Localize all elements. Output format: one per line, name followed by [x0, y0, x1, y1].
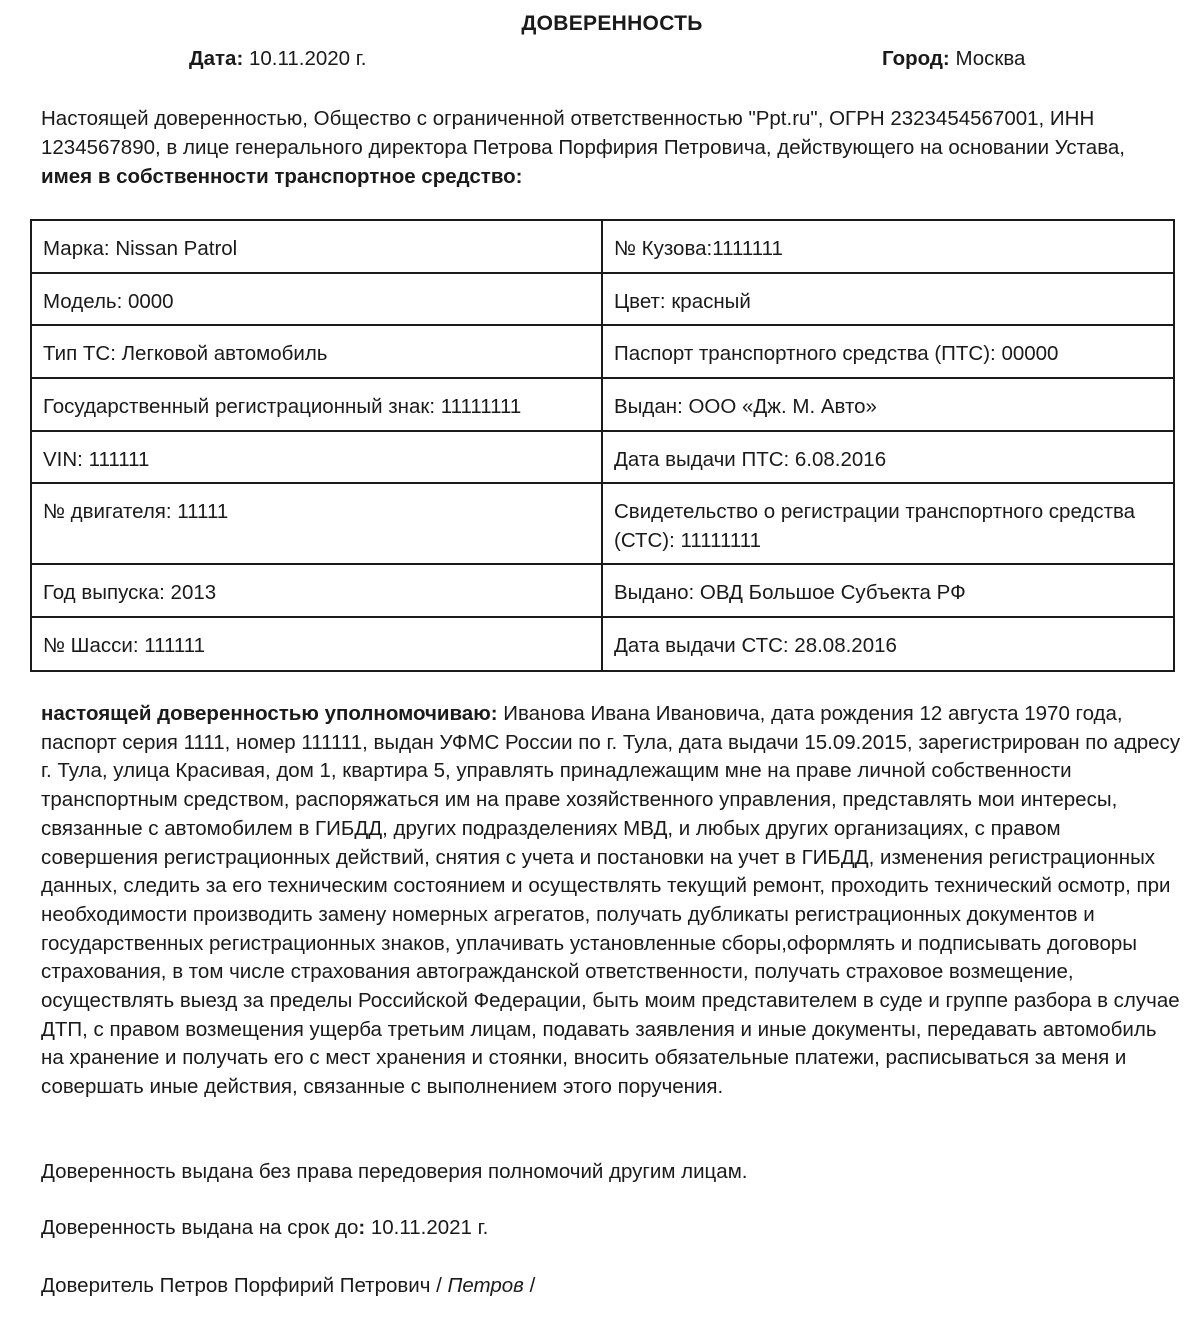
vehicle-registration-certificate: Свидетельство о регистрации транспортного средства (СТС): 11111111: [602, 483, 1174, 564]
principal-label: Доверитель Петров Порфирий Петрович /: [41, 1274, 448, 1297]
no-subdelegation-clause: Доверенность выдана без права передоверия полномочий другим лицам.: [41, 1160, 748, 1183]
vehicle-passport-date: Дата выдачи ПТС: 6.08.2016: [602, 431, 1174, 483]
intro-bold: имея в собственности транспортное средство:: [41, 165, 523, 188]
document-date: [189, 47, 366, 71]
authorization-text: Иванова Ивана Ивановича, дата рождения 12 августа 1970 года, паспорт серия 1111, номер 111111, выдан УФМС России по г. Тула, дата выдачи 15.09.2015, зарегистрирован по адресу г. Тула, улица Красивая, дом 1, квартира 5, управлять принадлежащим мне на праве личной собственности транспортным средством, распоряжаться им на праве хозяйственного управления, представлять мои интересы, связанные с автомобилем в ГИБДД, других подразделениях МВД, и любых других организациях, с правом совершения регистрационных действий, снятия с учета и постановки на учет в ГИБДД, изменения регистрационных данных, следить за его техническим состоянием и осуществлять текущий ремонт, проходить технический осмотр, при необходимости производить замену номерных агрегатов, получать дубликаты регистрационных документов и государственных регистрационных знаков, уплачивать установленные сборы,оформлять и подписывать договоры страхования, в том числе страхования автогражданской ответственности, получать страховое возмещение, осуществлять выезд за пределы Российской Федерации, быть моим представителем в суде и группе разбора в случае ДТП, с правом возмещения ущерба третьим лицам, подавать заявления и иные документы, передавать автомобиль на хранение и получать его с мест хранения и стоянки, вносить обязательные платежи, расписываться за меня и совершать иные действия, связанные с выполнением этого поручения.: [41, 702, 1181, 1099]
table-row: [31, 220, 1174, 273]
vehicle-certificate-date: Дата выдачи СТС: 28.08.2016: [602, 617, 1174, 671]
authorization-lead: настоящей доверенностью уполномочиваю:: [41, 702, 498, 725]
vehicle-vin: VIN: 111111: [31, 431, 602, 483]
table-row: [31, 431, 1174, 483]
vehicle-reg-plate: Государственный регистрационный знак: 11111111: [31, 378, 602, 431]
principal-signature-line: [41, 1274, 535, 1298]
vehicle-type: Тип ТС: Легковой автомобиль: [31, 325, 602, 378]
term-colon: :: [358, 1216, 366, 1239]
term-label: Доверенность выдана на срок до: [41, 1216, 359, 1239]
table-row: [31, 378, 1174, 431]
vehicle-model: Модель: 0000: [31, 273, 602, 325]
vehicle-year: Год выпуска: 2013: [31, 564, 602, 617]
vehicle-engine-number: № двигателя: 11111: [31, 483, 602, 564]
authorization-paragraph: [41, 700, 1181, 1102]
vehicle-make: Марка: Nissan Patrol: [31, 220, 602, 273]
table-row: [31, 564, 1174, 617]
vehicle-certificate-issuer: Выдано: ОВД Большое Субъекта РФ: [602, 564, 1174, 617]
city-label: Город:: [882, 47, 950, 70]
vehicle-chassis-number: № Шасси: 111111: [31, 617, 602, 671]
intro-text: Настоящей доверенностью, Общество с ограниченной ответственностью "Ppt.ru", ОГРН 2323454567001, ИНН 1234567890, в лице генерального директора Петрова Порфирия Петровича, действующего на основании Устава,: [41, 107, 1125, 159]
date-value: 10.11.2020 г.: [243, 47, 367, 70]
table-row: [31, 617, 1174, 671]
vehicle-body-number: № Кузова:1111111: [602, 220, 1174, 273]
principal-end: /: [523, 1274, 536, 1297]
principal-signature: Петров: [447, 1274, 524, 1297]
term-clause: [41, 1216, 488, 1240]
city-value: Москва: [949, 47, 1026, 70]
term-value: 10.11.2021 г.: [365, 1216, 489, 1239]
vehicle-table: [30, 219, 1175, 672]
table-row: [31, 325, 1174, 378]
table-row: [31, 483, 1174, 564]
intro-paragraph: [41, 104, 1171, 191]
date-label: Дата:: [189, 47, 244, 70]
table-row: [31, 273, 1174, 325]
document-title: ДОВЕРЕННОСТЬ: [521, 12, 703, 35]
document-city: [882, 47, 1025, 71]
vehicle-passport: Паспорт транспортного средства (ПТС): 00000: [602, 325, 1174, 378]
vehicle-passport-issuer: Выдан: ООО «Дж. М. Авто»: [602, 378, 1174, 431]
vehicle-color: Цвет: красный: [602, 273, 1174, 325]
